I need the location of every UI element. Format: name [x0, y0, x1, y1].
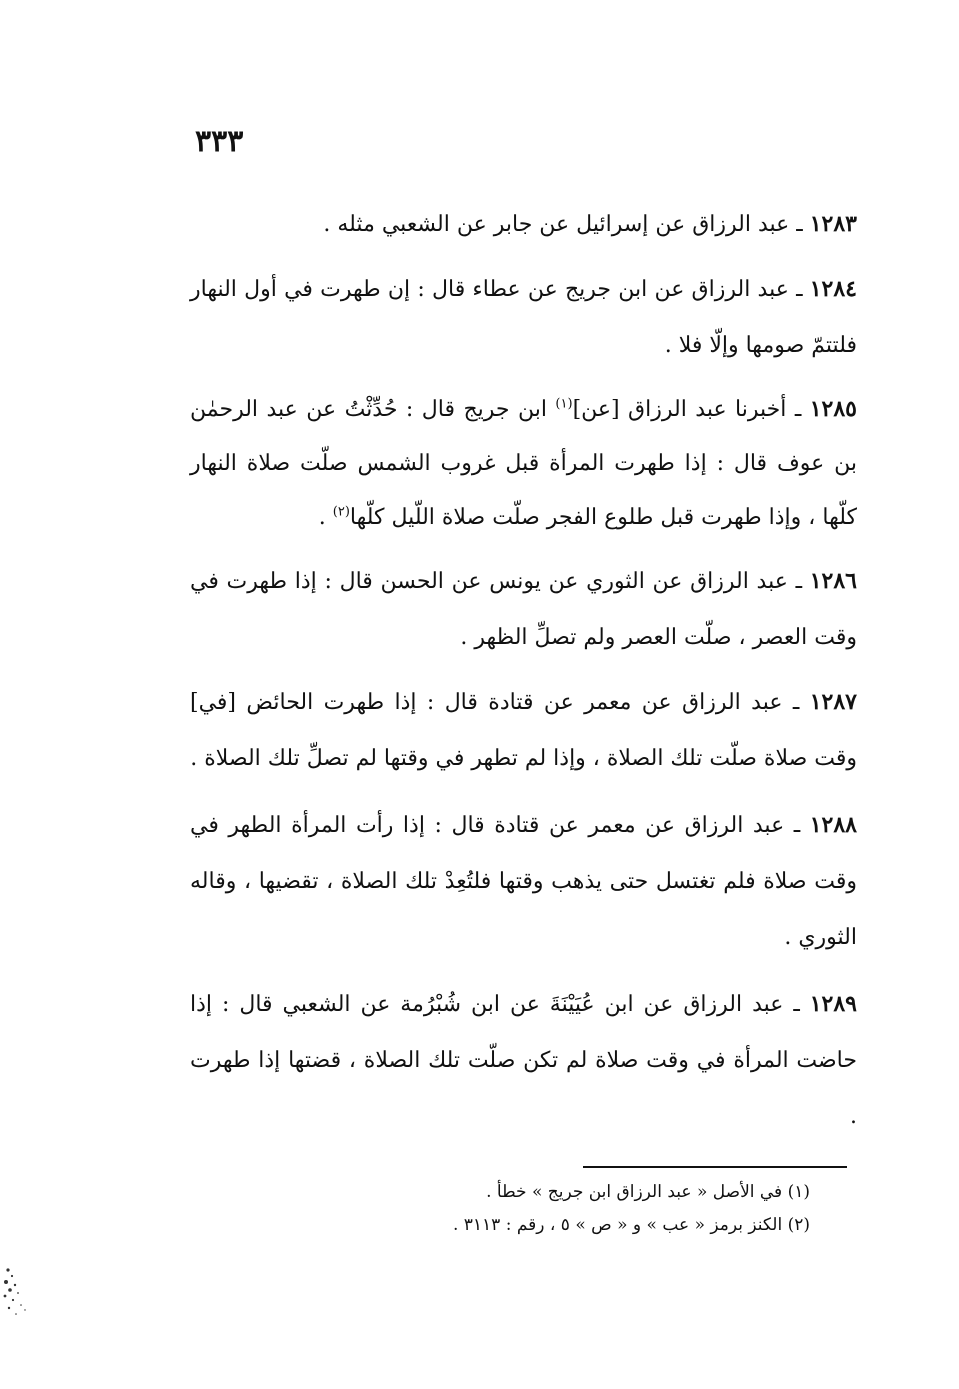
hadith-entry-1284 — [190, 261, 857, 374]
entry-number: ١٢٨٧ — [809, 689, 857, 715]
entry-text: ـ عبد الرزاق عن معمر عن قتادة قال : إذا طهرت الحائض [في] وقت صلاة صلّت تلك الصلاة ، وإذا لم تطهر في وقتها لم تصلِّ تلك الصلاة . — [190, 690, 857, 771]
hadith-entry-1287 — [190, 674, 857, 787]
entry-text: ـ عبد الرزاق عن معمر عن قتادة قال : إذا رأت المرأة الطهر في وقت صلاة فلم تغتسل حتى يذهب وقتها فلتُعِدْ تلك الصلاة ، تقضيها ، وقاله الثوري . — [190, 813, 857, 950]
entry-text: ـ عبد الرزاق عن إسرائيل عن جابر عن الشعبي مثله . — [323, 212, 810, 237]
footnote-2: (٢) الكنز برمز « عب » و « ص » ٥ ، رقم : ٣١١٣ . — [452, 1215, 810, 1235]
footnote-1: (١) في الأصل « عبد الرزاق ابن جريج » خطأ . — [486, 1182, 810, 1202]
hadith-entry-1286 — [190, 553, 857, 666]
page-number: ٣٣٣ — [195, 124, 244, 159]
entry-text-continued: ابن جريج قال : حُدِّثْتُ عن عبد الرحمٰن بن عوف قال : إذا طهرت المرأة قبل غروب الشمس صلّت صلاة النهار كلّها ، وإذا طهرت قبل طلوع الفجر صلّت صلاة اللّيل كلّها — [190, 397, 857, 530]
hadith-entry-1283 — [190, 196, 857, 253]
footnote-marker-1: (١) — [555, 396, 573, 412]
entry-number: ١٢٨٨ — [809, 812, 857, 838]
entry-text: ـ أخبرنا عبد الرزاق [عن] — [572, 397, 810, 422]
entry-number: ١٢٨٣ — [809, 211, 857, 237]
footnotes — [360, 1176, 810, 1242]
entry-text: ـ عبد الرزاق عن ابن عُيَيْنَةَ عن ابن شُبْرُمة عن الشعبي قال : إذا حاضت المرأة في وقت صلاة لم تكن صلّت تلك الصلاة ، قضتها إذا طهرت . — [190, 992, 857, 1129]
entry-text: ـ عبد الرزاق عن ابن جريج عن عطاء قال : إن طهرت في أول النهار فلتتمّ صومها وإلّا فلا . — [190, 277, 857, 358]
scan-speckle-mark — [0, 1250, 40, 1330]
hadith-entry-1285 — [190, 382, 857, 545]
footnote-separator — [583, 1166, 847, 1168]
entry-number: ١٢٨٤ — [809, 276, 857, 302]
entry-number: ١٢٨٥ — [809, 396, 857, 422]
entry-text: ـ عبد الرزاق عن الثوري عن يونس عن الحسن قال : إذا طهرت في وقت العصر ، صلّت العصر ولم تصلِّ الظهر . — [190, 569, 857, 650]
hadith-entry-1289 — [190, 976, 857, 1145]
entry-number: ١٢٨٦ — [809, 568, 857, 594]
footnote-marker-2: (٢) — [332, 504, 350, 520]
entry-number: ١٢٨٩ — [809, 991, 857, 1017]
entry-text-end: . — [318, 505, 333, 530]
hadith-entry-1288 — [190, 797, 857, 966]
hadith-entries — [190, 196, 857, 1145]
